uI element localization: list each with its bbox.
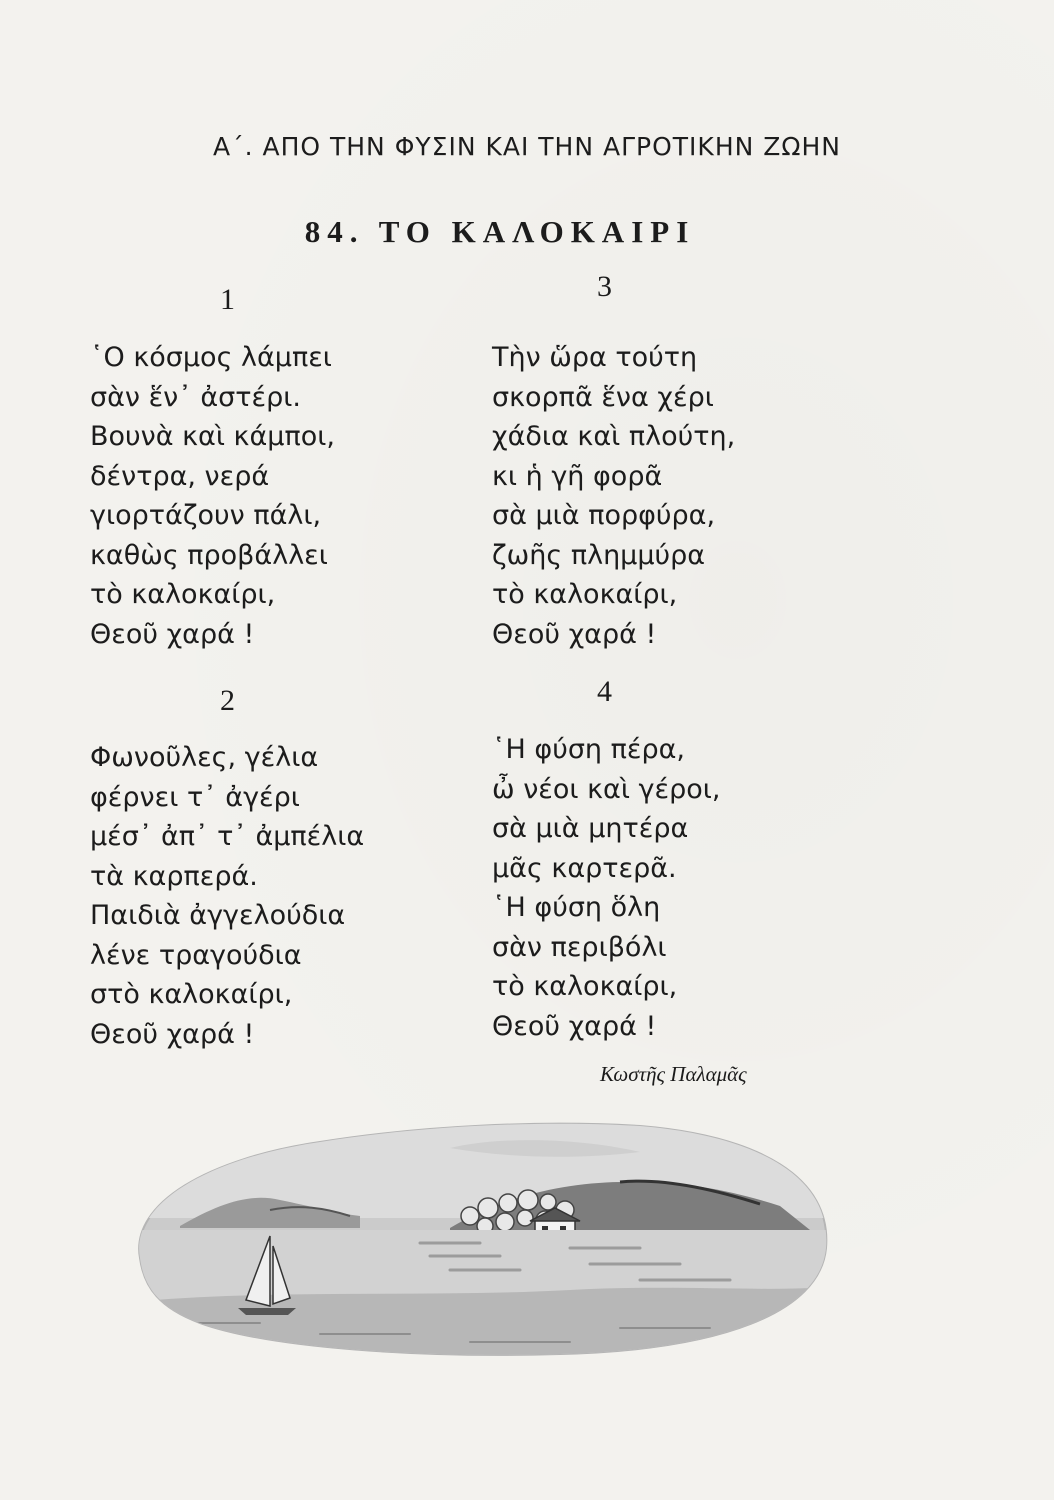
- author-signature: Κωστῆς Παλαμᾶς: [600, 1062, 747, 1086]
- stanza-2: [90, 738, 364, 1054]
- verse-line: σὰν ἕν᾿ ἀστέρι.: [90, 381, 301, 413]
- verse-line: Θεοῦ χαρά !: [492, 618, 657, 650]
- verse-line: ῾Η φύση πέρα,: [492, 734, 685, 765]
- stanza-1: [90, 338, 335, 654]
- verse-line: μέσ᾿ ἀπ᾿ τ᾿ ἀμπέλια: [90, 821, 365, 852]
- stanza-4: [492, 730, 721, 1046]
- verse-line: ζωῆς πλημμύρα: [492, 539, 706, 571]
- verse-line: λένε τραγούδια: [90, 939, 302, 971]
- verse-line: δέντρα, νερά: [90, 460, 270, 492]
- verse-line: τὸ καλοκαίρι,: [492, 579, 678, 610]
- verse-line: στὸ καλοκαίρι,: [90, 979, 293, 1010]
- verse-line: γιορτάζουν πάλι,: [90, 500, 322, 531]
- verse-line: Φωνοῦλες, γέλια: [90, 742, 319, 773]
- verse-line: Θεοῦ χαρά !: [90, 1018, 255, 1050]
- verse-line: μᾶς καρτερᾶ.: [492, 852, 677, 884]
- verse-line: φέρνει τ᾿ ἀγέρι: [90, 781, 300, 813]
- poem-title: [0, 214, 1000, 250]
- verse-line: σκορπᾶ ἕνα χέρι: [492, 381, 714, 413]
- verse-line: καθὼς προβάλλει: [90, 539, 328, 571]
- verse-line: τὸ καλοκαίρι,: [90, 579, 276, 610]
- verse-line: ῾Ο κόσμος λάμπει: [90, 342, 332, 373]
- stanza-number: 1: [220, 283, 235, 316]
- section-heading: Α΄. ΑΠΟ ΤΗΝ ΦΥΣΙΝ ΚΑΙ ΤΗΝ ΑΓΡΟΤΙΚΗΝ ΖΩΗΝ: [212, 132, 842, 161]
- poem-title-text: ΤΟ ΚΑΛΟΚΑΙΡΙ: [378, 214, 696, 249]
- verse-line: χάδια καὶ πλούτη,: [492, 421, 736, 452]
- verse-line: Βουνὰ καὶ κάμποι,: [90, 421, 335, 452]
- stanza-number: 3: [597, 270, 612, 303]
- stanza-number: 2: [220, 684, 235, 717]
- verse-line: Παιδιὰ ἀγγελούδια: [90, 900, 346, 931]
- verse-line: κι ἡ γῆ φορᾶ: [492, 460, 663, 492]
- verse-line: τὰ καρπερά.: [90, 860, 258, 892]
- verse-line: Θεοῦ χαρά !: [90, 618, 255, 650]
- verse-line: σὰ μιὰ πορφύρα,: [492, 500, 716, 531]
- verse-line: σὰν περιβόλι: [492, 931, 667, 963]
- verse-line: ὦ νέοι καὶ γέροι,: [492, 773, 721, 805]
- stanza-3: [492, 338, 735, 654]
- verse-line: τὸ καλοκαίρι,: [492, 971, 678, 1002]
- stanza-number: 4: [597, 675, 612, 708]
- verse-line: σὰ μιὰ μητέρα: [492, 813, 689, 844]
- poem-number: 84.: [304, 214, 365, 249]
- verse-line: Τὴν ὥρα τούτη: [492, 342, 698, 373]
- verse-line: ῾Η φύση ὅλη: [492, 892, 661, 923]
- verse-line: Θεοῦ χαρά !: [492, 1010, 657, 1042]
- landscape-illustration: [120, 1108, 840, 1358]
